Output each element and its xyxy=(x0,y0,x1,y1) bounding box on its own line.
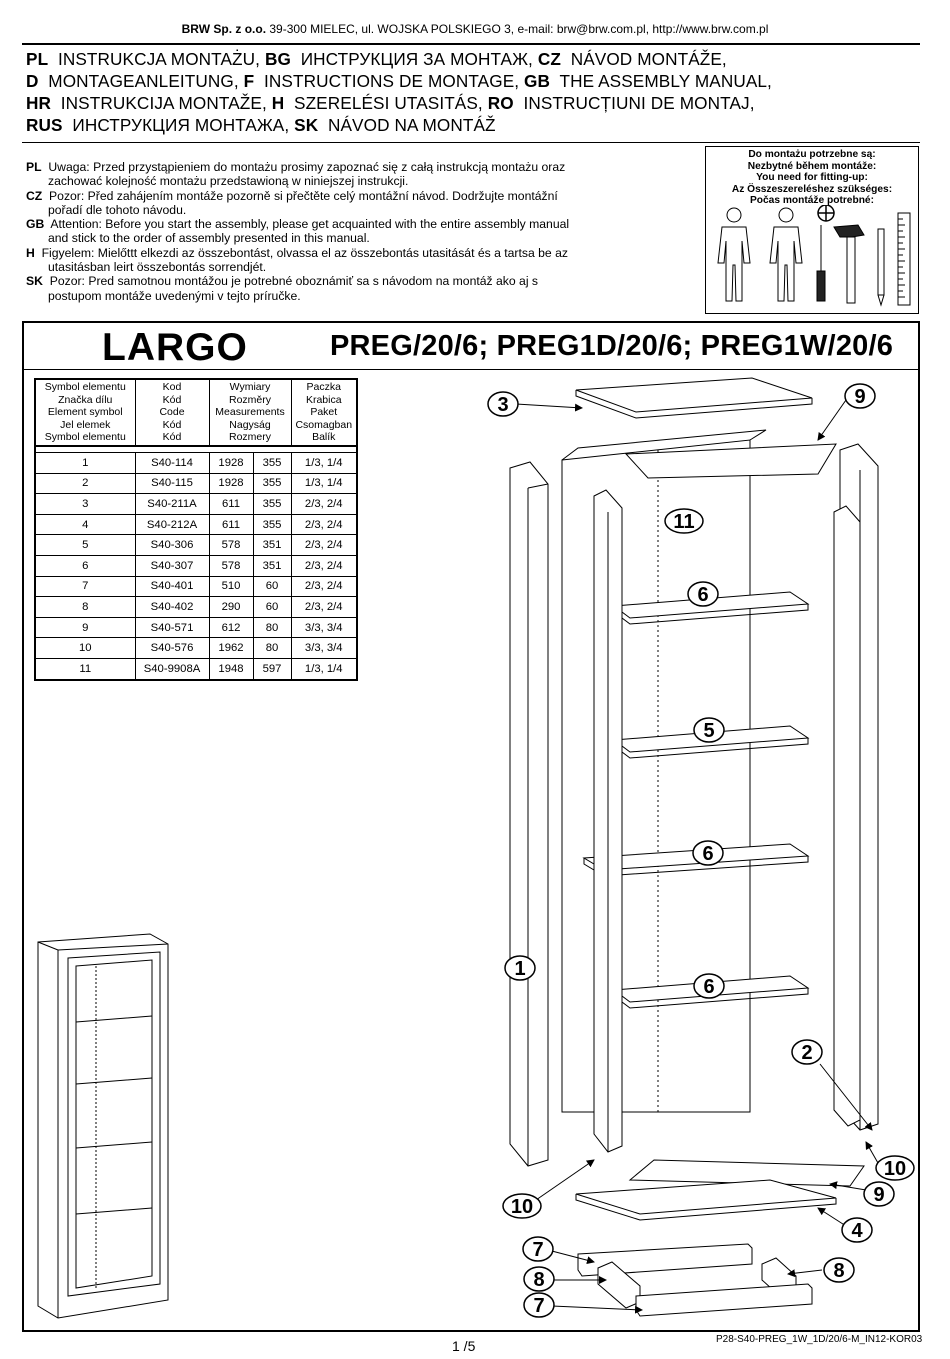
svg-text:8: 8 xyxy=(533,1269,545,1291)
table-cell: 2 xyxy=(35,473,135,494)
header-text: Element symbol xyxy=(47,406,123,419)
header-text: Nagyság xyxy=(229,418,271,431)
note-text: zachować kolejność montażu przedstawioną w niniejszej instrukcji. xyxy=(48,174,409,189)
svg-text:5: 5 xyxy=(703,720,715,742)
label-7 xyxy=(524,1293,554,1317)
bottom-panel xyxy=(576,1180,836,1214)
note-text: postupom montáže uvedenými v tejto príručke. xyxy=(48,288,301,303)
product-models: PREG/20/6; PREG1D/20/6; PREG1W/20/6 xyxy=(330,330,894,362)
header-text: Kod xyxy=(162,381,182,393)
svg-text:7: 7 xyxy=(532,1239,544,1261)
table-cell: 1/3, 1/4 xyxy=(291,452,357,473)
label-4 xyxy=(842,1218,872,1242)
language-code: RUS xyxy=(26,115,63,135)
header-text: Kód xyxy=(162,418,182,431)
header-text: Code xyxy=(159,406,185,419)
table-cell: 2/3, 2/4 xyxy=(291,555,357,576)
table-cell: S40-576 xyxy=(135,638,209,659)
table-cell: S40-402 xyxy=(135,597,209,618)
language-code: BG xyxy=(264,49,291,69)
label-5 xyxy=(694,718,724,742)
table-cell: 578 xyxy=(209,555,253,576)
table-cell: 2/3, 2/4 xyxy=(291,597,357,618)
svg-text:6: 6 xyxy=(702,843,714,865)
label-8 xyxy=(824,1258,854,1282)
table-cell: 3/3, 3/4 xyxy=(291,617,357,638)
plinth-front xyxy=(636,1284,812,1316)
table-cell: 355 xyxy=(253,473,291,494)
header-text: Rozměry xyxy=(228,393,271,406)
language-code: GB xyxy=(524,71,551,91)
table-cell: 8 xyxy=(35,597,135,618)
right-frame-panel xyxy=(834,506,860,1126)
label-2 xyxy=(792,1040,822,1064)
table-cell: S40-307 xyxy=(135,555,209,576)
product-brand: LARGO xyxy=(102,326,248,369)
title-text: MONTAGEANLEITUNG, xyxy=(48,71,239,91)
table-cell: 510 xyxy=(209,576,253,597)
table-cell: S40-9908A xyxy=(135,658,209,679)
header-text: Kód xyxy=(162,393,182,406)
table-cell: 290 xyxy=(209,597,253,618)
table-cell: 1962 xyxy=(209,638,253,659)
table-cell: 6 xyxy=(35,555,135,576)
note-text: Pozor: Před zahájením montáže pozorně si přečtěte celý montážní návod. Dodržujte montážní xyxy=(49,188,558,203)
table-cell: 1/3, 1/4 xyxy=(291,473,357,494)
title-text: ИНСТРУКЦИЯ МОНТАЖА, xyxy=(72,115,290,135)
table-cell: 5 xyxy=(35,535,135,556)
label-8 xyxy=(524,1267,554,1291)
table-cell: 80 xyxy=(253,638,291,659)
title-text: INSTRUCȚIUNI DE MONTAJ, xyxy=(523,93,755,113)
svg-text:1: 1 xyxy=(514,958,526,980)
label-6 xyxy=(694,974,724,998)
note-text: utasitásban leirt összebontás sorrendjét. xyxy=(48,260,267,275)
table-cell: 2/3, 2/4 xyxy=(291,576,357,597)
title-text: THE ASSEMBLY MANUAL, xyxy=(559,71,772,91)
table-cell: 60 xyxy=(253,597,291,618)
table-cell: 1948 xyxy=(209,658,253,679)
table-cell: 2/3, 2/4 xyxy=(291,494,357,515)
table-cell: 10 xyxy=(35,638,135,659)
table-cell: S40-571 xyxy=(135,617,209,638)
table-cell: 11 xyxy=(35,658,135,679)
svg-text:10: 10 xyxy=(510,1196,534,1218)
table-cell: 2/3, 2/4 xyxy=(291,514,357,535)
note-text: Uwaga: Przed przystąpieniem do montażu prosimy zapoznać się z całą instrukcją montażu oraz xyxy=(48,160,566,174)
svg-text:10: 10 xyxy=(883,1158,907,1180)
table-cell: 60 xyxy=(253,576,291,597)
header-text: Wymiary xyxy=(229,381,271,393)
svg-text:6: 6 xyxy=(703,976,715,998)
header-text: Measurements xyxy=(215,406,285,419)
svg-text:8: 8 xyxy=(833,1260,845,1282)
table-cell: 578 xyxy=(209,535,253,556)
language-code: F xyxy=(243,71,255,91)
header-text: Rozmery xyxy=(228,431,271,444)
label-3 xyxy=(488,392,518,416)
language-code: PL xyxy=(26,160,42,174)
language-code: RO xyxy=(487,93,514,113)
title-text: INSTRUKCJA MONTAŻU, xyxy=(57,49,261,69)
table-cell: 9 xyxy=(35,617,135,638)
language-code: GB xyxy=(26,217,45,232)
document-code: P28-S40-PREG_1W_1D/20/6-M_IN12-KOR03 xyxy=(716,1334,923,1345)
table-cell: 597 xyxy=(253,658,291,679)
label-9 xyxy=(864,1182,894,1206)
tools-header: Do montażu potrzebne są: Nezbytné během montáže: You need for fitting-up: Az Összeszereléshez szükséges: Počas montáže potrebné: xyxy=(731,149,893,206)
header-text: Krabica xyxy=(305,393,342,406)
title-text: INSTRUKCIJA MONTAŽE, xyxy=(60,93,267,113)
table-cell: S40-212A xyxy=(135,514,209,535)
table-cell: S40-306 xyxy=(135,535,209,556)
table-cell: S40-115 xyxy=(135,473,209,494)
table-cell: 612 xyxy=(209,617,253,638)
svg-text:2: 2 xyxy=(801,1042,813,1064)
table-cell: 611 xyxy=(209,494,253,515)
header-text: Symbol elementu xyxy=(44,381,126,393)
language-code: D xyxy=(26,71,39,91)
title-text: ИНСТРУКЦИЯ ЗА МОНТАЖ, xyxy=(300,49,533,69)
header-text: Kód xyxy=(162,431,182,444)
note-text: pořadí dle tohoto návodu. xyxy=(48,202,187,217)
title-text: INSTRUCTIONS DE MONTAGE, xyxy=(264,71,520,91)
table-cell: 7 xyxy=(35,576,135,597)
header-text: Symbol elementu xyxy=(44,431,126,444)
table-cell: 351 xyxy=(253,555,291,576)
table-cell: S40-211A xyxy=(135,494,209,515)
language-code: SK xyxy=(26,274,43,289)
language-code: H xyxy=(26,245,35,260)
note-text: Attention: Before you start the assembly, please get acquainted with the entire assembly manual xyxy=(50,217,570,232)
header-text: Značka dílu xyxy=(58,393,113,406)
table-cell: S40-401 xyxy=(135,576,209,597)
header-text: Csomagban xyxy=(295,418,353,431)
assembled-cabinet-thumbnail xyxy=(38,934,168,1318)
svg-text:9: 9 xyxy=(873,1184,885,1206)
table-cell: 1928 xyxy=(209,473,253,494)
page-number: 1 /5 xyxy=(452,1338,476,1354)
language-code: H xyxy=(271,93,285,113)
svg-text:3: 3 xyxy=(497,394,509,416)
language-code: SK xyxy=(294,115,319,135)
label-1 xyxy=(505,956,535,980)
back-panel xyxy=(562,440,750,1112)
label-7 xyxy=(523,1237,553,1261)
language-code: HR xyxy=(26,93,52,113)
svg-text:11: 11 xyxy=(673,511,695,533)
svg-text:4: 4 xyxy=(851,1220,863,1242)
language-code: PL xyxy=(26,49,49,69)
table-cell: 355 xyxy=(253,494,291,515)
table-cell: S40-114 xyxy=(135,452,209,473)
label-6 xyxy=(693,841,723,865)
svg-text:6: 6 xyxy=(697,584,709,606)
company-name: BRW Sp. z o.o. xyxy=(181,22,267,36)
top-rail xyxy=(626,444,836,478)
title-text: SZERELÉSI UTASITÁS, xyxy=(294,93,483,113)
table-cell: 3/3, 3/4 xyxy=(291,638,357,659)
table-cell: 1 xyxy=(35,452,135,473)
language-code: CZ xyxy=(26,188,43,203)
header-text: Jel elemek xyxy=(60,418,111,431)
table-cell: 351 xyxy=(253,535,291,556)
svg-text:9: 9 xyxy=(854,386,866,408)
table-cell: 4 xyxy=(35,514,135,535)
label-9 xyxy=(845,384,875,408)
title-text: NÁVOD NA MONTÁŽ xyxy=(327,115,496,135)
label-11 xyxy=(665,509,703,533)
left-side-panel xyxy=(510,462,548,1166)
table-cell: 3 xyxy=(35,494,135,515)
note-text: and stick to the order of assembly presented in this manual. xyxy=(48,231,370,246)
label-10 xyxy=(503,1194,541,1218)
label-10 xyxy=(876,1156,914,1180)
header-text: Balík xyxy=(312,431,336,444)
note-text: Pozor: Pred samotnou montážou je potrebné oboznámiť sa s návodom na montáž ako aj s xyxy=(49,274,539,289)
table-cell: 355 xyxy=(253,452,291,473)
table-cell: 611 xyxy=(209,514,253,535)
header-text: Paczka xyxy=(306,381,341,393)
table-cell: 1/3, 1/4 xyxy=(291,658,357,679)
table-cell: 2/3, 2/4 xyxy=(291,535,357,556)
table-cell: 355 xyxy=(253,514,291,535)
table-cell: 1928 xyxy=(209,452,253,473)
label-6 xyxy=(688,582,718,606)
title-text: NÁVOD MONTÁŽE, xyxy=(570,49,727,69)
language-code: CZ xyxy=(537,49,561,69)
header-text: Paket xyxy=(310,406,338,419)
table-cell: 80 xyxy=(253,617,291,638)
note-text: Figyelem: Mielőttt elkezdi az összebontást, olvassa el az összebontás utasitását és a tartsa be az xyxy=(41,245,568,260)
company-address: 39-300 MIELEC, ul. WOJSKA POLSKIEGO 3, e-mail: brw@brw.com.pl, http://www.brw.com.pl xyxy=(266,22,769,36)
svg-text:7: 7 xyxy=(533,1295,545,1317)
